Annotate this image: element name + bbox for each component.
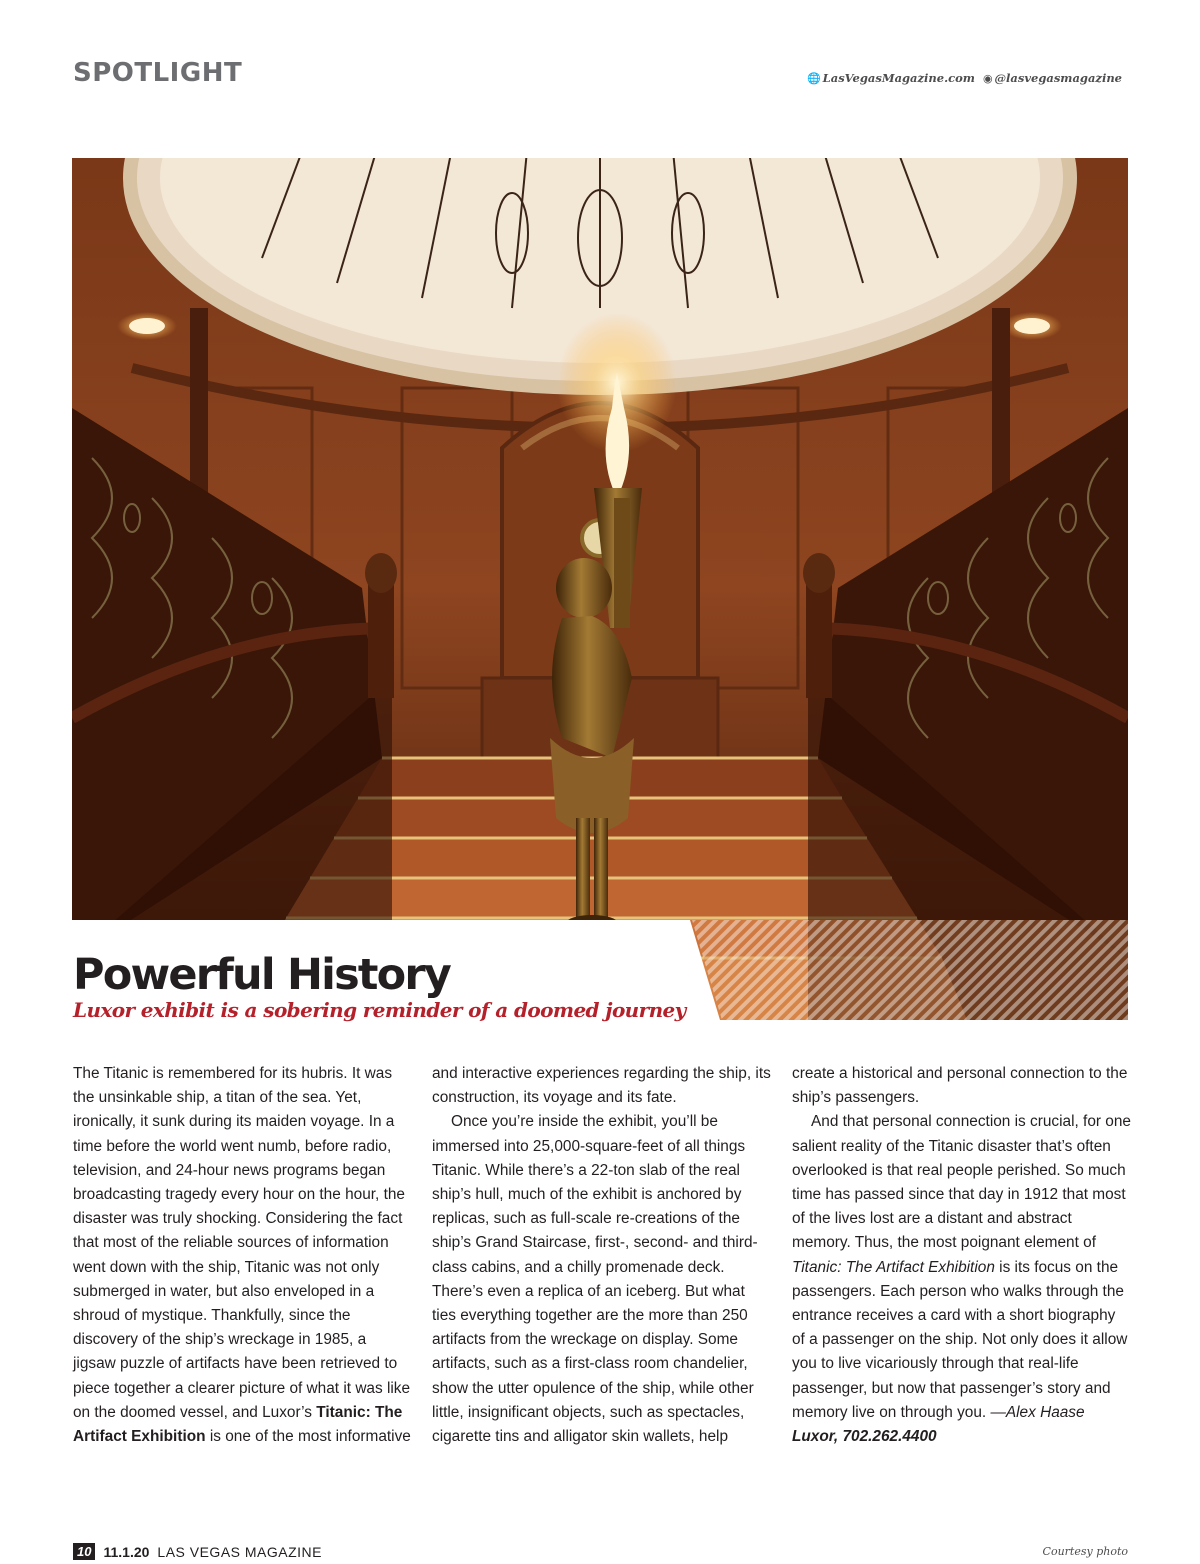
exhibit-name-italic: Titanic: The Artifact Exhibition: [792, 1258, 995, 1276]
website-text: LasVegasMagazine.com: [822, 71, 975, 85]
col1-text-start: The Titanic is remembered for its hubris. It was the unsinkable ship, a titan of the sea. Yet, ironically, it sunk during its maiden voyage. In a time before the world went numb, before radio, television, and 24-hour news programs began broadcasting tragedy every hour on the hour, the disaster was truly shocking. Considering the fact that most of the reliable sources of information went down with the ship, Titanic was not only submerged in water, but also enveloped in a shroud of mystique. Thankfully, since the discovery of the ship’s wreckage in 1985, a jigsaw puzzle of artifacts have been retrieved to piece together a clearer picture of what it was like on the doomed vessel, and Luxor’s: [73, 1065, 411, 1421]
article-column-2: [432, 1062, 772, 1449]
article-column-3: [792, 1062, 1132, 1449]
social-links: [807, 71, 1122, 85]
col1-text-end: is one of the most informative: [205, 1428, 411, 1446]
article-subhead: Luxor exhibit is a sobering reminder of a doomed journey: [73, 998, 686, 1022]
section-label: SPOTLIGHT: [73, 58, 243, 88]
col3-text-start: And that personal connection is crucial, for one salient reality of the Titanic disaster that’s often overlooked is that real people perished. So much time has passed since that day in 1912 that most of the lives lost are a distant and abstract memory. Thus, the most poignant element of: [792, 1113, 1131, 1252]
col1-paragraph: [73, 1062, 413, 1449]
exhibit-name-bold: Titanic: The Artifact Exhibition: [73, 1403, 403, 1446]
col2-paragraph-1: and interactive experiences regarding the ship, its construction, its voyage and its fate.: [432, 1065, 771, 1107]
instagram-text: @lasvegasmagazine: [994, 71, 1122, 85]
col3-paragraph-2: [792, 1110, 1132, 1425]
byline: —Alex Haase: [990, 1403, 1085, 1421]
hero-photo: [72, 158, 1128, 1020]
article-column-1: [73, 1062, 413, 1449]
col3-paragraph-1: create a historical and personal connection to the ship’s passengers.: [792, 1065, 1128, 1107]
col2-paragraph-2: Once you’re inside the exhibit, you’ll be immersed into 25,000-square-feet of all things Titanic. While there’s a 22-ton slab of the real ship’s hull, much of the exhibit is anchored by replicas, such as full-scale re-creations of the ship’s Grand Staircase, first-, second- and third-class cabins, and a chilly promenade deck. There’s even a replica of an iceberg. But what ties everything together are the more than 250 artifacts from the wreckage on display. Some artifacts, such as a first-class room chandelier, show the utter opulence of the ship, while other little, insignificant objects, such as spectacles, cigarette tins and alligator skin wallets, help: [432, 1113, 758, 1446]
magazine-name: LAS VEGAS MAGAZINE: [157, 1543, 323, 1560]
col3-text-end: is its focus on the passengers. Each person who walks through the entrance receives a card with a short biography of a passenger on the ship. Not only does it allow you to live vicariously through that real-life passenger, but now that passenger’s story and memory live on through you.: [792, 1258, 1128, 1421]
issue-date: 11.1.20: [103, 1543, 150, 1560]
page-footer: [73, 1543, 322, 1560]
website-link[interactable]: [807, 71, 975, 85]
instagram-icon: ◉: [982, 71, 993, 85]
instagram-link[interactable]: [983, 71, 1122, 85]
article-headline: Powerful History: [73, 950, 451, 1000]
globe-icon: 🌐: [806, 71, 821, 85]
page-number: 10: [73, 1543, 95, 1560]
venue-contact: Luxor, 702.262.4400: [792, 1428, 937, 1446]
grand-staircase-illustration: [72, 158, 1128, 1020]
photo-credit: Courtesy photo: [1042, 1545, 1128, 1558]
